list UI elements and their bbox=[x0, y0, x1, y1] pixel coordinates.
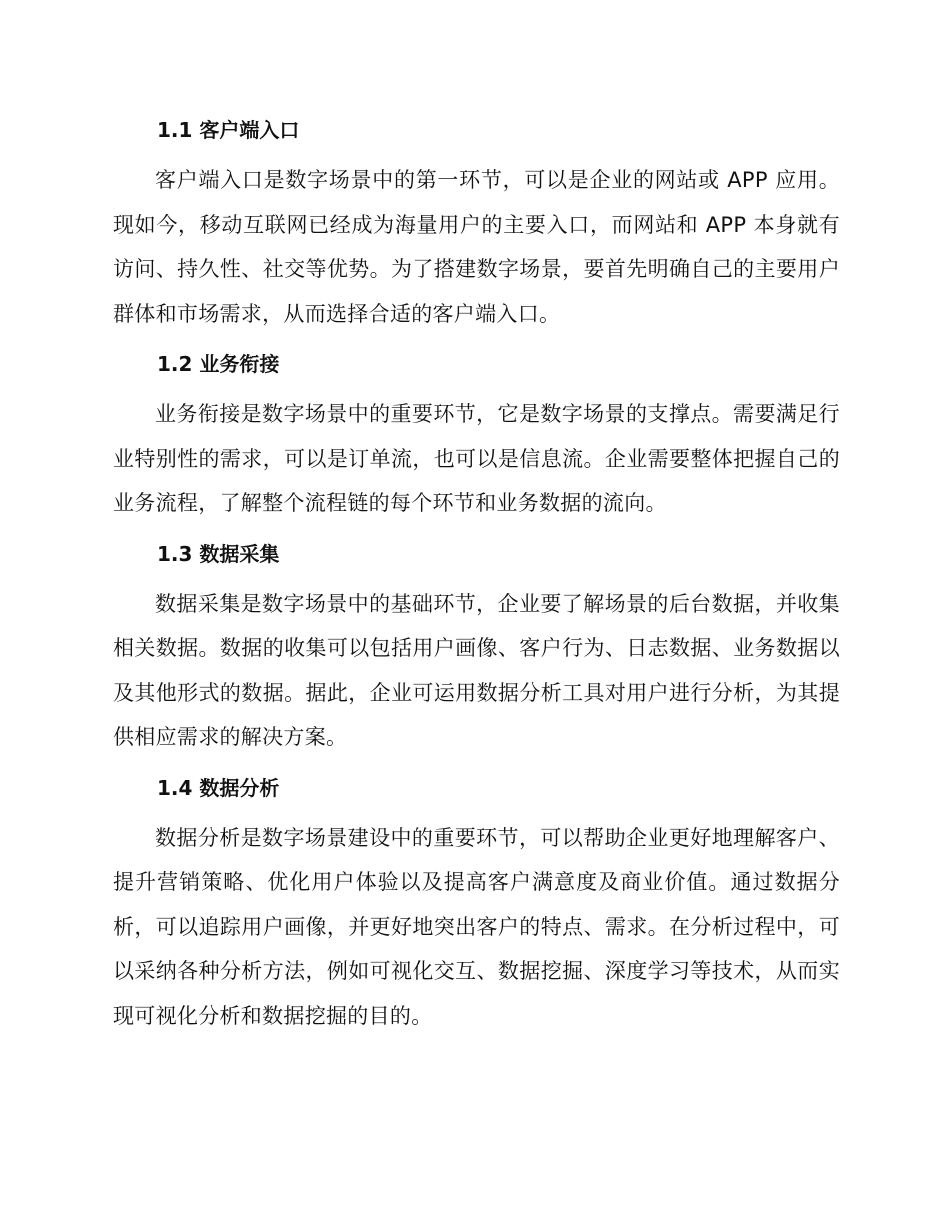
section-paragraph-data-analysis: 数据分析是数字场景建设中的重要环节，可以帮助企业更好地理解客户、提升营销策略、优化用户体验以及提高客户满意度及商业价值。通过数据分析，可以追踪用户画像，并更好地突出客户的特点、需求。在分析过程中，可以采纳各种分析方法，例如可视化交互、数据挖掘、深度学习等技术，从而实现可视化分析和数据挖掘的目的。 bbox=[113, 825, 840, 1028]
section-heading-data-analysis: 1.4 数据分析 bbox=[157, 775, 280, 800]
section-paragraph-client-entry: 客户端入口是数字场景中的第一环节，可以是企业的网站或 APP 应用。现如今，移动互联网已经成为海量用户的主要入口，而网站和 APP 本身就有访问、持久性、社交等优势。为了搭建数字场景，要首先明确自己的主要用户群体和市场需求，从而选择合适的客户端入口。 bbox=[113, 168, 840, 326]
section-paragraph-business-link: 业务衔接是数字场景中的重要环节，它是数字场景的支撑点。需要满足行业特别性的需求，可以是订单流，也可以是信息流。企业需要整体把握自己的业务流程，了解整个流程链的每个环节和业务数据的流向。 bbox=[113, 402, 840, 515]
section-heading-client-entry: 1.1 客户端入口 bbox=[157, 118, 300, 142]
document-body bbox=[113, 110, 840, 1046]
section-heading-business-link: 1.2 业务衔接 bbox=[157, 352, 280, 376]
section-paragraph-data-collection: 数据采集是数字场景中的基础环节，企业要了解场景的后台数据，并收集相关数据。数据的收集可以包括用户画像、客户行为、日志数据、业务数据以及其他形式的数据。据此，企业可运用数据分析工具对用户进行分析，为其提供相应需求的解决方案。 bbox=[113, 591, 840, 749]
section-heading-data-collection: 1.3 数据采集 bbox=[157, 541, 280, 566]
